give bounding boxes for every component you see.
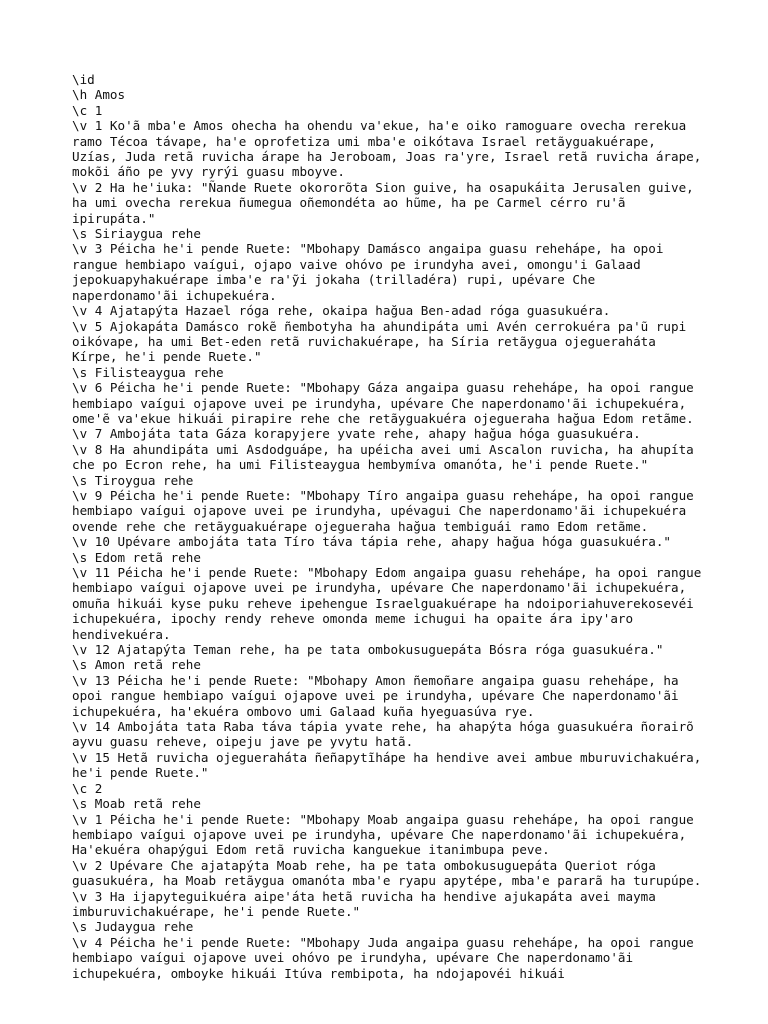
text-line: hembiapo vaígui ojapove uvei pe irundyha, upévagui Che naperdonamo'ãi ichupekuéra — [72, 503, 687, 519]
text-line: oikóvape, ha umi Bet-eden retã ruvichakuérape, ha Síria retãygua ojegueraháta — [72, 333, 656, 349]
text-line: \v 2 Upévare Che ajatapýta Moab rehe, ha pe tata ombokusuguepáta Queriot róga — [72, 857, 656, 873]
text-line: rangue hembiapo vaígui, ojapo vaive ohóvo pe irundyha avei, omongu'i Galaad — [72, 256, 641, 272]
text-line: \h Amos — [72, 87, 126, 103]
text-line: ichupekuéra, omboyke hikuái Itúva rembipota, ha ndojapovéi hikuái — [72, 965, 565, 981]
text-line: \v 12 Ajatapýta Teman rehe, ha pe tata ombokusuguepáta Bósra róga guasukuéra." — [72, 642, 664, 658]
text-line: he'i pende Ruete." — [72, 765, 209, 781]
text-line: \id — [72, 72, 95, 87]
text-line: \v 10 Upévare ambojáta tata Tíro táva tápia rehe, ahapy hağua hóga guasukuéra." — [72, 534, 671, 550]
text-line: ichupekuéra, ipochy rendy reheve omonda meme ichugui ha opaite ára ipy'aro — [72, 611, 634, 627]
text-line: imburuvichakuérape, he'i pende Ruete." — [72, 903, 361, 919]
text-line: hembiapo vaígui ojapove uvei pe irundyha, upévare Che naperdonamo'ãi ichupekuéra, — [72, 580, 687, 596]
text-line: \v 5 Ajokapáta Damásco rokẽ ñembotyha ha ahundipáta umi Avén cerrokuéra pa'ũ rupi — [72, 318, 687, 334]
text-line: ichupekuéra, ha'ekuéra ombovo umi Galaad kuña hyeguasúva rye. — [72, 703, 535, 719]
text-line: mokõi áño pe yvy ryrýi guasu mboyve. — [72, 164, 345, 180]
text-line: \c 1 — [72, 102, 103, 118]
text-line: \v 7 Ambojáta tata Gáza korapyjere yvate rehe, ahapy hağua hóga guasukuéra. — [72, 426, 641, 442]
text-line: Uzías, Juda retã ruvicha árape ha Jeroboam, Joas ra'yre, Israel retã ruvicha árape, — [72, 149, 702, 165]
text-line: \v 4 Ajatapýta Hazael róga rehe, okaipa hağua Ben-adad róga guasukuéra. — [72, 303, 611, 319]
text-line: \c 2 — [72, 780, 103, 796]
text-line: guasukuéra, ha Moab retãygua omanóta mba'e ryapu apytépe, mba'e pararã ha turupúpe. — [72, 873, 702, 889]
text-line: \s Judaygua rehe — [72, 919, 194, 935]
text-line: \v 15 Hetã ruvicha ojegueraháta ñeñapytĩháре ha hendive avei ambue mburuvichakuéra, — [72, 749, 702, 765]
text-line: \v 2 Ha he'iuka: "Ñande Ruete okororõta Sion guive, ha osapukáita Jerusalen guive, — [72, 179, 694, 195]
text-line: \v 13 Péicha he'i pende Ruete: "Mbohapy Amon ñemoñare angaipa guasu reheháре, ha — [72, 672, 679, 688]
text-line: \v 14 Ambojáta tata Raba táva tápia yvate rehe, ha ahapýta hóga guasukuéra ñorairõ — [72, 719, 694, 735]
text-line: \s Filisteaygua rehe — [72, 364, 224, 380]
text-line: omuña hikuái kyse puku reheve ipehengue Israelguakuérape ha ndoiporiahuverekosevéi — [72, 595, 694, 611]
text-line: naperdonamo'ãi ichupekuéra. — [72, 287, 277, 303]
text-line: ha umi ovecha rerekua ñumegua oñemondéta ao hũme, ha pe Carmel cérro ru'ã — [72, 195, 626, 211]
text-line: \v 6 Péicha he'i pende Ruete: "Mbohapy Gáza angaipa guasu reheháре, ha opoi rangue — [72, 380, 694, 396]
text-line: opoi rangue hembiapo vaígui ojapove uvei pe irundyha, upévare Che naperdonamo'ãi — [72, 688, 679, 704]
text-line: Ha'ekuéra ohapýgui Edom retã ruvicha kanguekue itanimbupa peve. — [72, 842, 550, 858]
document-page — [72, 72, 712, 981]
text-line: ramo Técoa távape, ha'e oprofetiza umi mba'e oikótava Israel retãyguakuérape, — [72, 133, 656, 149]
text-line: ovende rehe che retãyguakuérape ojegueraha hağua tembiguái ramo Edom retãme. — [72, 518, 649, 534]
text-line: jepokuapyhakuérape imba'e ra'ỹi jokaha (trilladéra) rupi, upévare Che — [72, 272, 596, 288]
text-line: \s Moab retã rehe — [72, 796, 201, 812]
text-line: ome'ẽ va'ekue hikuái pirapire rehe che retãyguakuéra ojegueraha hağua Edom retãme. — [72, 410, 694, 426]
text-line: che po Ecron rehe, ha umi Filisteaygua hembymíva omanóta, he'i pende Ruete." — [72, 457, 649, 473]
text-line: hendivekuéra. — [72, 626, 171, 642]
text-line: \v 1 Ko'ã mba'e Amos ohecha ha ohendu va'ekue, ha'e oiko ramoguare ovecha rerekua — [72, 118, 687, 134]
text-line: hembiapo vaígui ojapove uvei pe irundyha, upévare Che naperdonamo'ãi ichupekuéra, — [72, 826, 687, 842]
text-line: hembiapo vaígui ojapove uvei pe irundyha, upévare Che naperdonamo'ãi ichupekuéra, — [72, 395, 687, 411]
text-line: \v 9 Péicha he'i pende Ruete: "Mbohapy Tíro angaipa guasu reheháре, ha opoi rangue — [72, 487, 694, 503]
text-line: \v 4 Péicha he'i pende Ruete: "Mbohapy Juda angaipa guasu reheháре, ha opoi rangue — [72, 934, 694, 950]
text-line: \s Amon retã rehe — [72, 657, 201, 673]
text-line: \v 3 Ha ijapyteguikuéra aipe'áta hetã ruvicha ha hendive ajukapáta avei mayma — [72, 888, 656, 904]
text-line: \v 11 Péicha he'i pende Ruete: "Mbohapy Edom angaipa guasu reheháре, ha opoi rangue — [72, 565, 702, 580]
text-line: \v 8 Ha ahundipáta umi Asdodguápe, ha upéicha avei umi Ascalon ruvicha, ha ahupíta — [72, 441, 694, 457]
text-line: hembiapo vaígui ojapove uvei ohóvo pe irundyha, upévare Che naperdonamo'ãi — [72, 950, 634, 966]
text-line: \s Tiroygua rehe — [72, 472, 194, 488]
text-line: \v 3 Péicha he'i pende Ruete: "Mbohapy Damásco angaipa guasu reheháре, ha opoi — [72, 241, 664, 257]
text-line: ipirupáta." — [72, 210, 156, 226]
text-line: \s Edom retã rehe — [72, 549, 201, 565]
text-line: \v 1 Péicha he'i pende Ruete: "Mbohapy Moab angaipa guasu reheháре, ha opoi rangue — [72, 811, 694, 827]
text-line: Kírpe, he'i pende Ruete." — [72, 349, 262, 365]
text-line: \s Siriaygua rehe — [72, 226, 201, 242]
text-line: ayvu guasu reheve, oipeju jave pe yvytu hatã. — [72, 734, 414, 750]
